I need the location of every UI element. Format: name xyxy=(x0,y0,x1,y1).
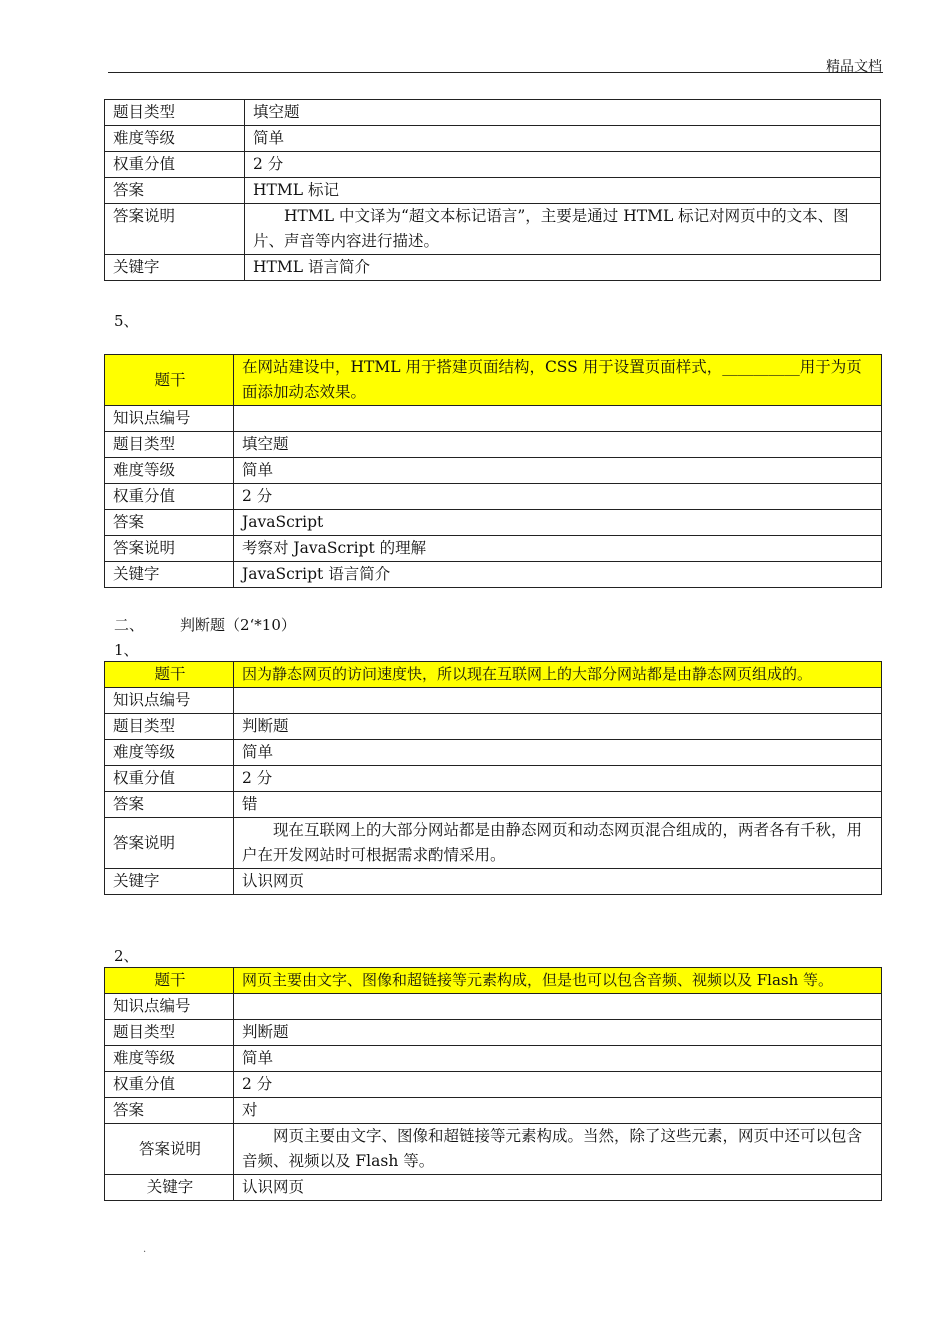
table-row xyxy=(105,152,881,178)
table-row xyxy=(105,792,882,818)
row-key: 知识点编号 xyxy=(105,406,234,432)
table-row xyxy=(105,714,882,740)
row-key: 题目类型 xyxy=(105,714,234,740)
table-row xyxy=(105,869,882,895)
table-row xyxy=(105,662,882,688)
row-value: HTML 语言简介 xyxy=(245,255,881,281)
row-value: 因为静态网页的访问速度快，所以现在互联网上的大部分网站都是由静态网页组成的。 xyxy=(234,662,882,688)
row-key: 权重分值 xyxy=(105,484,234,510)
row-key: 题干 xyxy=(105,968,234,994)
table-row xyxy=(105,766,882,792)
row-key: 难度等级 xyxy=(105,126,245,152)
row-key: 答案说明 xyxy=(105,1124,234,1175)
row-key: 知识点编号 xyxy=(105,688,234,714)
question-number: 2、 xyxy=(114,947,139,965)
row-key: 权重分值 xyxy=(105,152,245,178)
table-row xyxy=(105,355,882,406)
row-value: 错 xyxy=(234,792,882,818)
row-key: 答案说明 xyxy=(105,204,245,255)
section-title: 判断题（2‘*10） xyxy=(180,616,296,634)
row-key: 关键字 xyxy=(105,562,234,588)
row-key: 答案说明 xyxy=(105,818,234,869)
table-row xyxy=(105,1175,882,1201)
row-value: 简单 xyxy=(245,126,881,152)
row-key: 权重分值 xyxy=(105,766,234,792)
section-heading xyxy=(114,614,296,635)
row-key: 答案 xyxy=(105,792,234,818)
row-value: 对 xyxy=(234,1098,882,1124)
row-key: 关键字 xyxy=(105,1175,234,1201)
row-key: 题目类型 xyxy=(105,432,234,458)
row-value: 认识网页 xyxy=(234,1175,882,1201)
table-row xyxy=(105,1124,882,1175)
table-row xyxy=(105,432,882,458)
row-key: 知识点编号 xyxy=(105,994,234,1020)
table-row xyxy=(105,1046,882,1072)
row-key: 难度等级 xyxy=(105,458,234,484)
table-row xyxy=(105,255,881,281)
table-row xyxy=(105,178,881,204)
table-row xyxy=(105,994,882,1020)
table-row xyxy=(105,100,881,126)
header-rule xyxy=(108,72,883,73)
row-key: 难度等级 xyxy=(105,1046,234,1072)
table-row xyxy=(105,406,882,432)
row-key: 题干 xyxy=(105,662,234,688)
row-value: HTML 中文译为“超文本标记语言”，主要是通过 HTML 标记对网页中的文本、图片、声音等内容进行描述。 xyxy=(245,204,881,255)
row-value: 认识网页 xyxy=(234,869,882,895)
row-key: 关键字 xyxy=(105,255,245,281)
table-row xyxy=(105,204,881,255)
row-key: 题目类型 xyxy=(105,100,245,126)
row-value: 2 分 xyxy=(234,766,882,792)
table-row xyxy=(105,484,882,510)
row-key: 答案说明 xyxy=(105,536,234,562)
row-value: 判断题 xyxy=(234,1020,882,1046)
row-key: 答案 xyxy=(105,178,245,204)
question-5-table xyxy=(104,354,882,588)
row-key: 难度等级 xyxy=(105,740,234,766)
question-number: 5、 xyxy=(114,312,139,330)
row-value xyxy=(234,994,882,1020)
section-number: 二、 xyxy=(114,616,145,634)
row-value: 简单 xyxy=(234,1046,882,1072)
table-row xyxy=(105,562,882,588)
table-row xyxy=(105,1098,882,1124)
row-value: HTML 标记 xyxy=(245,178,881,204)
row-value: 填空题 xyxy=(234,432,882,458)
row-value: 现在互联网上的大部分网站都是由静态网页和动态网页混合组成的，两者各有千秋，用户在开发网站时可根据需求酌情采用。 xyxy=(234,818,882,869)
row-key: 题干 xyxy=(105,355,234,406)
page-header-label: 精品文档 xyxy=(826,59,882,75)
table-row xyxy=(105,688,882,714)
row-key: 权重分值 xyxy=(105,1072,234,1098)
row-value: 网页主要由文字、图像和超链接等元素构成，但是也可以包含音频、视频以及 Flash 等。 xyxy=(234,968,882,994)
row-value xyxy=(234,406,882,432)
table-row xyxy=(105,1020,882,1046)
table-row xyxy=(105,536,882,562)
row-value: 填空题 xyxy=(245,100,881,126)
row-key: 关键字 xyxy=(105,869,234,895)
row-value xyxy=(234,688,882,714)
question-4-table xyxy=(104,99,881,281)
row-value: 在网站建设中，HTML 用于搭建页面结构，CSS 用于设置页面样式，__________用于为页面添加动态效果。 xyxy=(234,355,882,406)
question-number: 1、 xyxy=(114,641,139,659)
table-row xyxy=(105,510,882,536)
row-value: 网页主要由文字、图像和超链接等元素构成。当然，除了这些元素，网页中还可以包含音频、视频以及 Flash 等。 xyxy=(234,1124,882,1175)
row-key: 题目类型 xyxy=(105,1020,234,1046)
row-key: 答案 xyxy=(105,510,234,536)
row-value: JavaScript xyxy=(234,510,882,536)
row-value: 2 分 xyxy=(234,1072,882,1098)
table-row xyxy=(105,126,881,152)
judgement-2-table xyxy=(104,967,882,1201)
table-row xyxy=(105,740,882,766)
table-row xyxy=(105,968,882,994)
row-value: 简单 xyxy=(234,458,882,484)
table-row xyxy=(105,1072,882,1098)
judgement-1-table xyxy=(104,661,882,895)
row-value: 考察对 JavaScript 的理解 xyxy=(234,536,882,562)
row-value: JavaScript 语言简介 xyxy=(234,562,882,588)
row-value: 2 分 xyxy=(234,484,882,510)
row-key: 答案 xyxy=(105,1098,234,1124)
table-row xyxy=(105,458,882,484)
row-value: 2 分 xyxy=(245,152,881,178)
row-value: 简单 xyxy=(234,740,882,766)
footer-dot: . xyxy=(143,1244,147,1255)
table-row xyxy=(105,818,882,869)
row-value: 判断题 xyxy=(234,714,882,740)
